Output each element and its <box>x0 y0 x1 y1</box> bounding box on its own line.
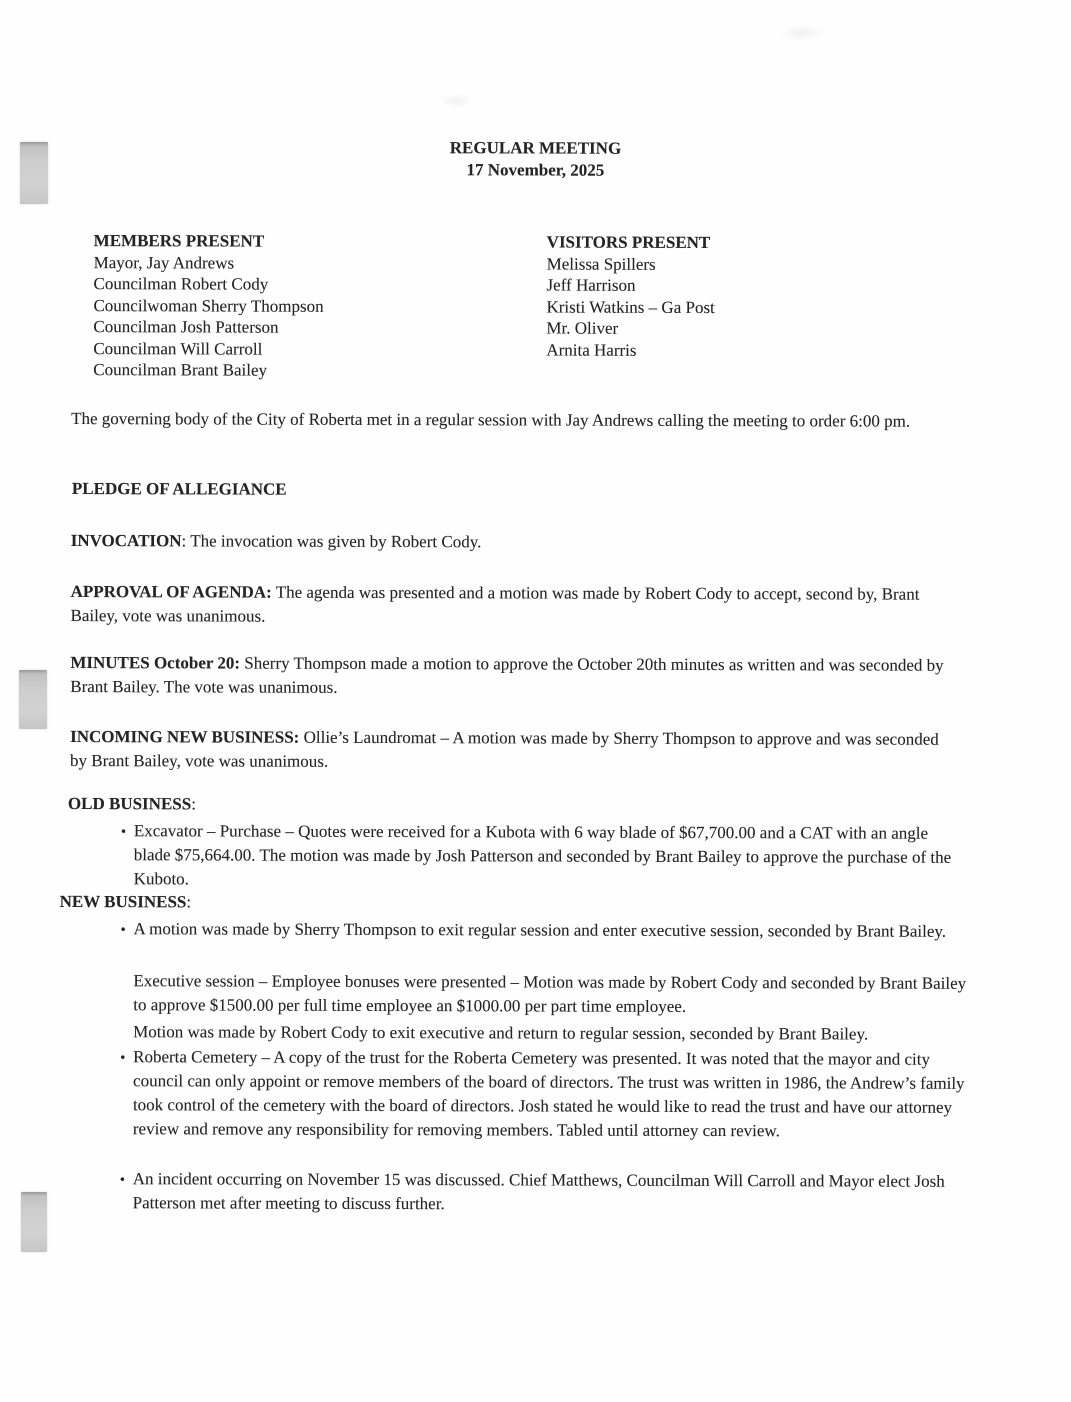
member-item: Councilman Josh Patterson <box>93 317 279 337</box>
bullet-text: Roberta Cemetery – A copy of the trust for the Roberta Cemetery was presented. It was noted that the mayor and city council can only appoint or remove members of the board of directors. The trust was written in 1986, the Andrew’s family took control of the cemetery with the board of directors. Josh stated he would like to read the trust and have our attorney review and remove any responsibility for removing members. Tabled until attorney can review. <box>132 1047 965 1141</box>
bullet-marker: • <box>119 1172 126 1189</box>
visitors-heading: VISITORS PRESENT <box>546 232 711 253</box>
invocation-heading: INVOCATION <box>70 531 182 551</box>
old-business-heading <box>68 792 196 816</box>
bullet-marker: • <box>120 1050 126 1067</box>
new-business-bullet <box>120 917 965 944</box>
member-item: Councilwoman Sherry Thompson <box>93 295 324 316</box>
bullet-text: Excavator – Purchase – Quotes were received for a Kubota with 6 way blade of $67,700.00 and a CAT with an angle blade $75,664.00. The motion was made by Josh Patterson and seconded by Brant Bailey to approve the purchase of the Kuboto. <box>133 821 952 889</box>
visitor-item: Arnita Harris <box>546 339 637 360</box>
page-title: REGULAR MEETING <box>449 138 622 158</box>
member-item: Councilman Will Carroll <box>93 338 263 359</box>
member-item: Councilman Robert Cody <box>93 274 269 294</box>
title-block <box>0 136 1071 183</box>
meeting-date: 17 November, 2025 <box>466 160 605 180</box>
member-item: Mayor, Jay Andrews <box>93 252 235 273</box>
bullet-marker: • <box>120 922 126 939</box>
member-item: Councilman Brant Bailey <box>93 360 268 380</box>
new-business-heading-text: NEW BUSINESS <box>59 891 187 912</box>
minutes-paragraph <box>70 651 954 702</box>
members-heading: MEMBERS PRESENT <box>93 231 265 251</box>
invocation-text: : The invocation was given by Robert Cody. <box>181 531 482 552</box>
old-business-bullet <box>121 819 966 894</box>
new-business-colon: : <box>186 892 192 912</box>
exit-executive-paragraph: Motion was made by Robert Cody to exit executive and return to regular session, seconded by Brant Bailey. <box>133 1022 869 1044</box>
executive-session-paragraph: Executive session – Employee bonuses were presented – Motion was made by Robert Cody and seconded by Brant Bailey to approve $1500.00 per full time employee an $1000.00 per part time employee. <box>133 971 967 1016</box>
bullet-text: An incident occurring on November 15 was discussed. Chief Matthews, Councilman Will Carroll and Mayor elect Josh Patterson met after meeting to discuss further. <box>132 1169 945 1214</box>
new-business-bullet <box>120 1045 965 1144</box>
incoming-business-paragraph <box>70 725 954 776</box>
pledge-heading: PLEDGE OF ALLEGIANCE <box>71 479 287 499</box>
visitor-item: Melissa Spillers <box>546 253 656 274</box>
invocation-paragraph <box>71 529 955 556</box>
bullet-text: A motion was made by Sherry Thompson to exit regular session and enter executive session, seconded by Brant Bailey. <box>133 919 947 941</box>
old-business-colon: : <box>191 794 196 814</box>
bullet-marker: • <box>120 824 127 841</box>
visitor-item: Kristi Watkins – Ga Post <box>546 296 715 317</box>
visitor-item: Mr. Oliver <box>546 318 619 338</box>
approval-text: The agenda was presented and a motion was made by Robert Cody to accept, second by, Brant Bailey, vote was unanimous. <box>70 582 920 626</box>
intro-paragraph: The governing body of the City of Roberta met in a regular session with Jay Andrews calling the meeting to order 6:00 pm. <box>71 409 911 431</box>
visitor-item: Jeff Harrison <box>546 275 636 295</box>
incoming-business-text: Ollie’s Laundromat – A motion was made by Sherry Thompson to approve and was seconded by Brant Bailey, vote was unanimous. <box>70 727 939 771</box>
approval-heading: APPROVAL OF AGENDA: <box>70 582 272 602</box>
new-business-bullet <box>120 1167 965 1218</box>
minutes-heading: MINUTES October 20: <box>70 653 241 673</box>
incoming-business-heading: INCOMING NEW BUSINESS: <box>70 727 300 747</box>
new-business-heading <box>60 890 192 914</box>
visitors-present-list <box>546 231 946 361</box>
approval-paragraph <box>70 580 954 631</box>
old-business-heading-text: OLD BUSINESS <box>67 793 192 814</box>
minutes-text: Sherry Thompson made a motion to approve the October 20th minutes as written and was seconded by Brant Bailey. The vote was unanimous. <box>70 653 944 697</box>
members-present-list <box>93 230 523 382</box>
